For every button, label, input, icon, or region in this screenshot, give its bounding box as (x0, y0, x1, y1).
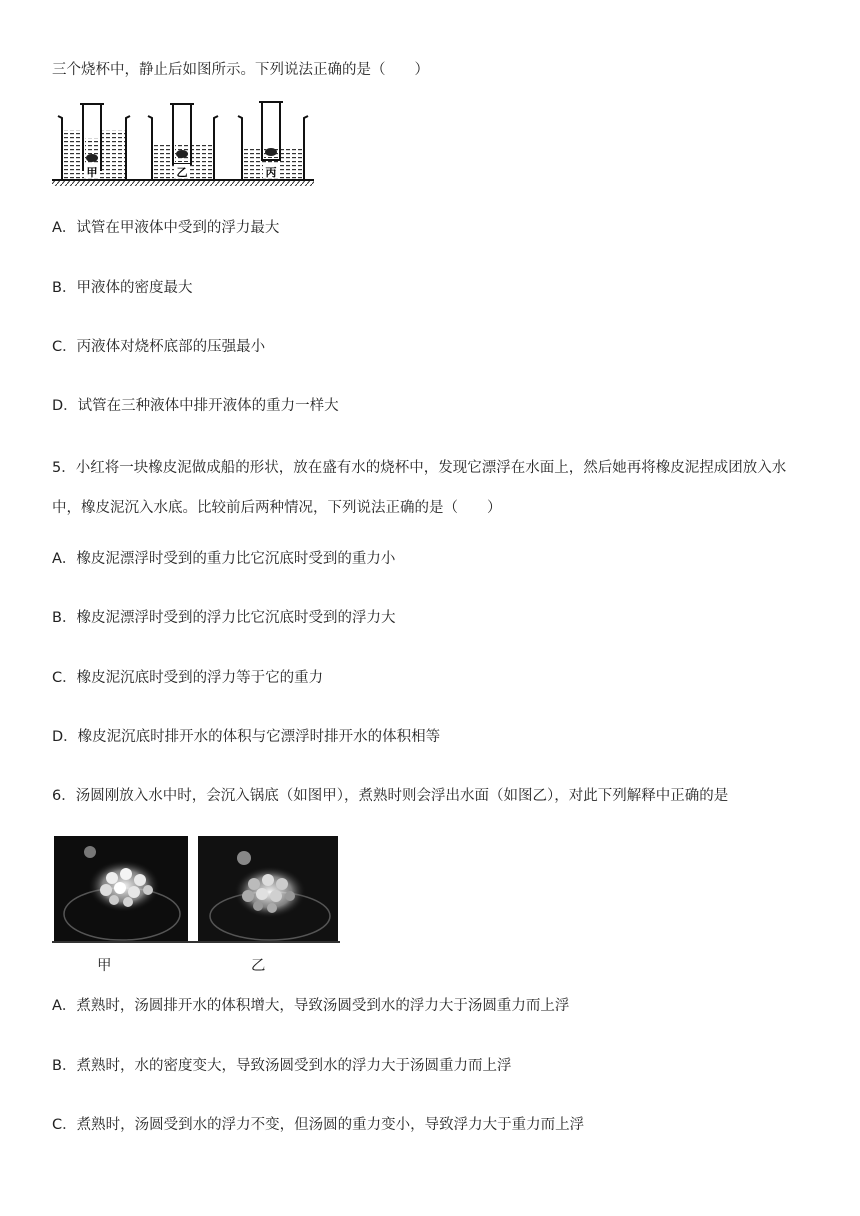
beaker-label-bing: 丙 (265, 166, 277, 179)
beaker-label-jia: 甲 (86, 166, 98, 179)
q6-option-a: A．煮熟时，汤圆排开水的体积增大，导致汤圆受到水的浮力大于汤圆重力而上浮 (52, 998, 570, 1014)
tangyuan-figure (52, 834, 340, 946)
q4-stem-tail: 三个烧杯中，静止后如图所示。下列说法正确的是（ ） (52, 62, 429, 78)
beakers-figure (52, 100, 314, 188)
q5-option-a: A．橡皮泥漂浮时受到的重力比它沉底时受到的重力小 (52, 551, 396, 567)
q6-option-b: B．煮熟时，水的密度变大，导致汤圆受到水的浮力大于汤圆重力而上浮 (52, 1058, 512, 1074)
photo-yi (198, 836, 338, 942)
q4-option-a: A．试管在甲液体中受到的浮力最大 (52, 220, 280, 236)
photo-label-yi: 乙 (251, 958, 266, 974)
q5-option-d: D．橡皮泥沉底时排开水的体积与它漂浮时排开水的体积相等 (52, 729, 441, 745)
beaker-label-yi: 乙 (176, 166, 188, 179)
q4-option-d: D．试管在三种液体中排开液体的重力一样大 (52, 398, 339, 414)
q5-option-c: C．橡皮泥沉底时受到的浮力等于它的重力 (52, 670, 324, 686)
q4-option-b: B．甲液体的密度最大 (52, 280, 193, 296)
photo-label-jia: 甲 (97, 958, 112, 974)
q6-stem: 6．汤圆刚放入水中时，会沉入锅底（如图甲），煮熟时则会浮出水面（如图乙），对此下列解释中正确的是 (52, 788, 729, 804)
photo-jia (54, 836, 188, 942)
q6-option-c: C．煮熟时，汤圆受到水的浮力不变，但汤圆的重力变小，导致浮力大于重力而上浮 (52, 1117, 585, 1133)
q4-option-c: C．丙液体对烧杯底部的压强最小 (52, 339, 266, 355)
q5-stem: 5．小红将一块橡皮泥做成船的形状，放在盛有水的烧杯中，发现它漂浮在水面上，然后她再将橡皮泥捏成团放入水中，橡皮泥沉入水底。比较前后两种情况，下列说法正确的是（ ） (52, 460, 787, 516)
q5-option-b: B．橡皮泥漂浮时受到的浮力比它沉底时受到的浮力大 (52, 610, 396, 626)
